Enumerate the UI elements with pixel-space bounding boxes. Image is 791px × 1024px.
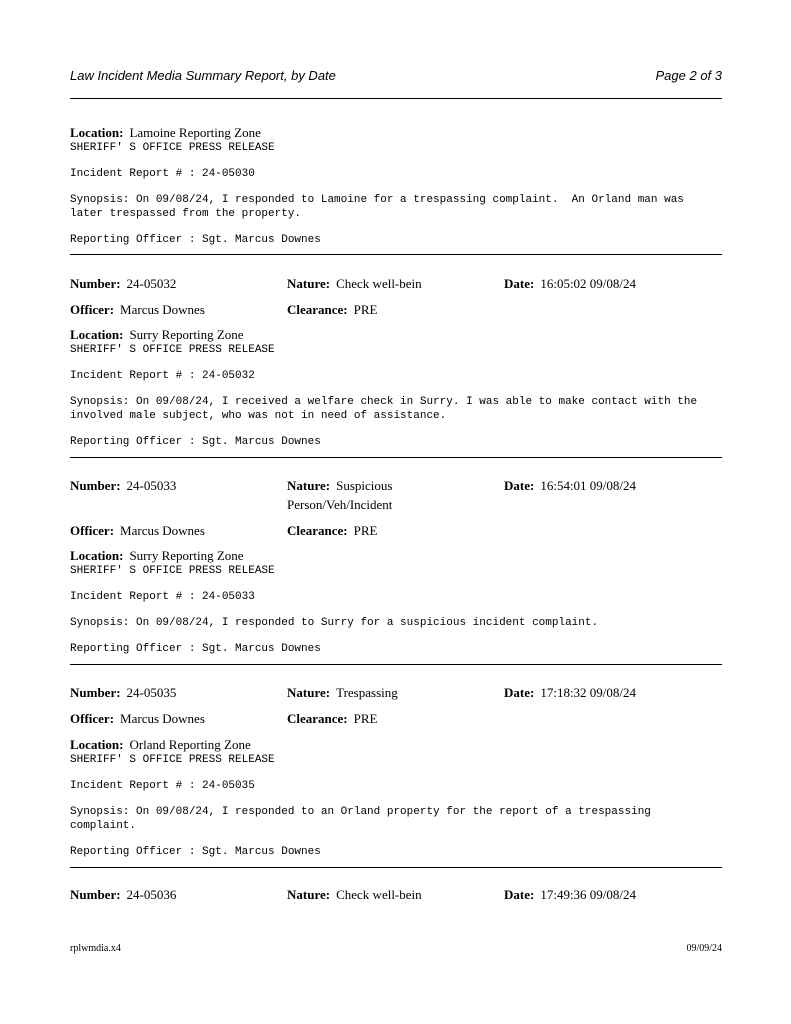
officer-label: Officer: bbox=[70, 302, 115, 317]
clearance-value: PRE bbox=[353, 711, 378, 726]
entry-fields-row bbox=[70, 274, 722, 294]
entry-details bbox=[70, 737, 722, 859]
number-value: 24-05035 bbox=[126, 685, 177, 700]
location-label: Location: bbox=[70, 125, 124, 140]
number-value: 24-05033 bbox=[126, 478, 177, 493]
number-label: Number: bbox=[70, 685, 121, 700]
incident-report: Incident Report # : 24-05032 bbox=[70, 370, 255, 382]
nature-label: Nature: bbox=[287, 685, 331, 700]
entry-details bbox=[70, 548, 722, 656]
location-line bbox=[70, 327, 722, 343]
location-line bbox=[70, 737, 722, 753]
clearance-field bbox=[287, 709, 497, 728]
nature-value: Check well-bein bbox=[336, 887, 422, 902]
location-label: Location: bbox=[70, 327, 124, 342]
officer-field bbox=[70, 300, 280, 319]
clearance-field bbox=[287, 300, 497, 319]
nature-label: Nature: bbox=[287, 276, 331, 291]
header-divider bbox=[70, 98, 722, 99]
date-label: Date: bbox=[504, 276, 535, 291]
number-field bbox=[70, 274, 280, 293]
footer-print-date: 09/09/24 bbox=[686, 943, 722, 954]
nature-field bbox=[287, 683, 497, 702]
synopsis: Synopsis: On 09/08/24, I responded to Lamoine for a trespassing complaint. An Orland man was later trespassed from the property. bbox=[70, 194, 691, 220]
synopsis: Synopsis: On 09/08/24, I responded to Surry for a suspicious incident complaint. bbox=[70, 617, 599, 629]
synopsis: Synopsis: On 09/08/24, I responded to an Orland property for the report of a trespassing complaint. bbox=[70, 806, 658, 832]
incident-report: Incident Report # : 24-05035 bbox=[70, 780, 255, 792]
location-label: Location: bbox=[70, 548, 124, 563]
entry-divider bbox=[70, 457, 722, 458]
officer-label: Officer: bbox=[70, 523, 115, 538]
entry-continued bbox=[70, 125, 722, 247]
nature-value: Suspicious Person/Veh/Incident bbox=[287, 478, 393, 512]
entry-fields-row bbox=[70, 476, 722, 516]
incident-report: Incident Report # : 24-05033 bbox=[70, 591, 255, 603]
entry-officer-row bbox=[70, 521, 722, 541]
nature-label: Nature: bbox=[287, 478, 331, 493]
entry-divider bbox=[70, 867, 722, 868]
officer-field bbox=[70, 521, 280, 540]
press-release: SHERIFF' S OFFICE PRESS RELEASE bbox=[70, 142, 275, 154]
page-number: Page 2 of 3 bbox=[655, 68, 722, 83]
nature-field bbox=[287, 476, 437, 514]
number-label: Number: bbox=[70, 276, 121, 291]
date-value: 16:05:02 09/08/24 bbox=[540, 276, 637, 291]
press-release: SHERIFF' S OFFICE PRESS RELEASE bbox=[70, 344, 275, 356]
clearance-field bbox=[287, 521, 497, 540]
nature-value: Trespassing bbox=[336, 685, 398, 700]
nature-field bbox=[287, 274, 497, 293]
reporting-officer: Reporting Officer : Sgt. Marcus Downes bbox=[70, 234, 321, 246]
officer-value: Marcus Downes bbox=[120, 523, 205, 538]
entry-details bbox=[70, 327, 722, 449]
location-value: Surry Reporting Zone bbox=[129, 548, 244, 563]
number-value: 24-05036 bbox=[126, 887, 177, 902]
report-title: Law Incident Media Summary Report, by Date bbox=[70, 68, 336, 83]
location-value: Surry Reporting Zone bbox=[129, 327, 244, 342]
date-field bbox=[504, 476, 724, 495]
reporting-officer: Reporting Officer : Sgt. Marcus Downes bbox=[70, 643, 321, 655]
number-field bbox=[70, 683, 280, 702]
date-label: Date: bbox=[504, 478, 535, 493]
entry-fields-row bbox=[70, 683, 722, 703]
officer-value: Marcus Downes bbox=[120, 302, 205, 317]
number-label: Number: bbox=[70, 478, 121, 493]
officer-value: Marcus Downes bbox=[120, 711, 205, 726]
entry-fields-row bbox=[70, 885, 722, 905]
clearance-label: Clearance: bbox=[287, 523, 348, 538]
clearance-value: PRE bbox=[353, 302, 378, 317]
location-line bbox=[70, 548, 722, 564]
footer-report-code: rplwmdia.x4 bbox=[70, 943, 121, 954]
entry-divider bbox=[70, 254, 722, 255]
report-header bbox=[70, 68, 722, 86]
entry-officer-row bbox=[70, 709, 722, 729]
location-label: Location: bbox=[70, 737, 124, 752]
nature-field bbox=[287, 885, 497, 904]
date-field bbox=[504, 274, 724, 293]
synopsis: Synopsis: On 09/08/24, I received a welfare check in Surry. I was able to make contact with the involved male subject, who was not in need of assistance. bbox=[70, 396, 704, 422]
date-label: Date: bbox=[504, 887, 535, 902]
clearance-value: PRE bbox=[353, 523, 378, 538]
date-field bbox=[504, 885, 724, 904]
date-value: 17:18:32 09/08/24 bbox=[540, 685, 637, 700]
officer-field bbox=[70, 709, 280, 728]
date-value: 17:49:36 09/08/24 bbox=[540, 887, 637, 902]
nature-label: Nature: bbox=[287, 887, 331, 902]
location-value: Lamoine Reporting Zone bbox=[129, 125, 261, 140]
date-value: 16:54:01 09/08/24 bbox=[540, 478, 637, 493]
reporting-officer: Reporting Officer : Sgt. Marcus Downes bbox=[70, 846, 321, 858]
location-value: Orland Reporting Zone bbox=[129, 737, 251, 752]
incident-report: Incident Report # : 24-05030 bbox=[70, 168, 255, 180]
number-label: Number: bbox=[70, 887, 121, 902]
officer-label: Officer: bbox=[70, 711, 115, 726]
entry-divider bbox=[70, 664, 722, 665]
press-release: SHERIFF' S OFFICE PRESS RELEASE bbox=[70, 754, 275, 766]
clearance-label: Clearance: bbox=[287, 302, 348, 317]
nature-value: Check well-bein bbox=[336, 276, 422, 291]
date-field bbox=[504, 683, 724, 702]
number-value: 24-05032 bbox=[126, 276, 177, 291]
entry-officer-row bbox=[70, 300, 722, 320]
number-field bbox=[70, 885, 280, 904]
clearance-label: Clearance: bbox=[287, 711, 348, 726]
reporting-officer: Reporting Officer : Sgt. Marcus Downes bbox=[70, 436, 321, 448]
location-line bbox=[70, 125, 722, 141]
date-label: Date: bbox=[504, 685, 535, 700]
number-field bbox=[70, 476, 280, 495]
press-release: SHERIFF' S OFFICE PRESS RELEASE bbox=[70, 565, 275, 577]
